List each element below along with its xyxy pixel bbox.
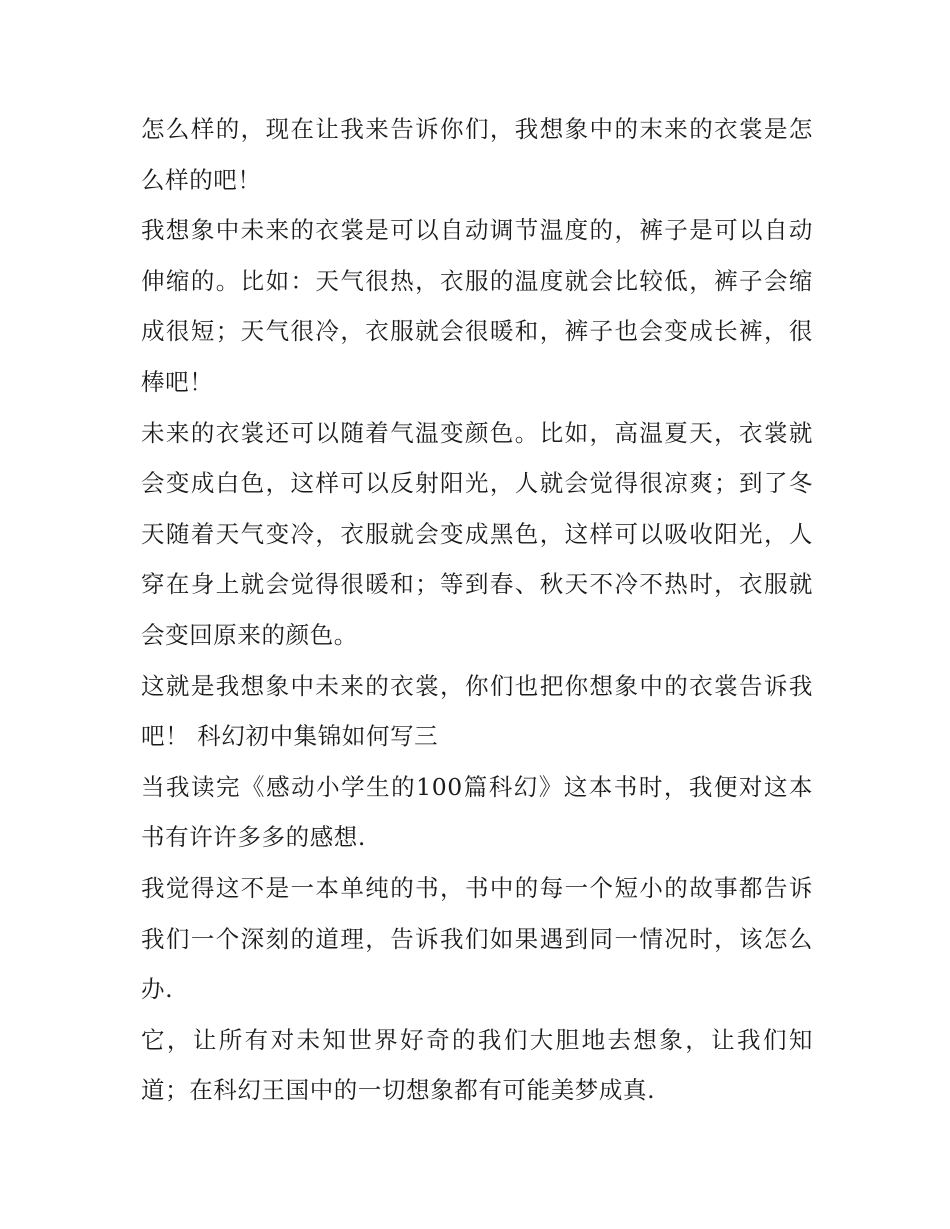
- paragraph: 我想象中未来的衣裳是可以自动调节温度的，裤子是可以自动伸缩的。比如：天气很热，衣服的温度就会比较低，裤子会缩成很短；天气很冷，衣服就会很暖和，裤子也会变成长裤，很棒吧！: [141, 216, 813, 396]
- paragraph: 怎么样的，现在让我来告诉你们，我想象中的末来的衣裳是怎么样的吧！: [141, 115, 813, 194]
- document-body: [141, 104, 813, 1116]
- paragraph: 当我读完《感动小学生的100篇科幻》这本书时，我便对这本书有许许多多的感想.: [141, 772, 813, 852]
- paragraph: 未来的衣裳还可以随着气温变颜色。比如，高温夏天，衣裳就会变成白色，这样可以反射阳光，人就会觉得很凉爽；到了冬天随着天气变冷，衣服就会变成黑色，这样可以吸收阳光，人穿在身上就会觉得很暖和；等到春、秋天不冷不热时，衣服就会变回原来的颜色。: [141, 418, 813, 649]
- paragraph: 这就是我想象中未来的衣裳，你们也把你想象中的衣裳告诉我吧！ 科幻初中集锦如何写三: [141, 671, 813, 751]
- paragraph: 我觉得这不是一本单纯的书，书中的每一个短小的故事都告诉我们一个深刻的道理，告诉我们如果遇到同一情况时，该怎么办.: [141, 873, 813, 1004]
- paragraph: 它，让所有对未知世界好奇的我们大胆地去想象，让我们知道；在科幻王国中的一切想象都有可能美梦成真.: [141, 1025, 813, 1105]
